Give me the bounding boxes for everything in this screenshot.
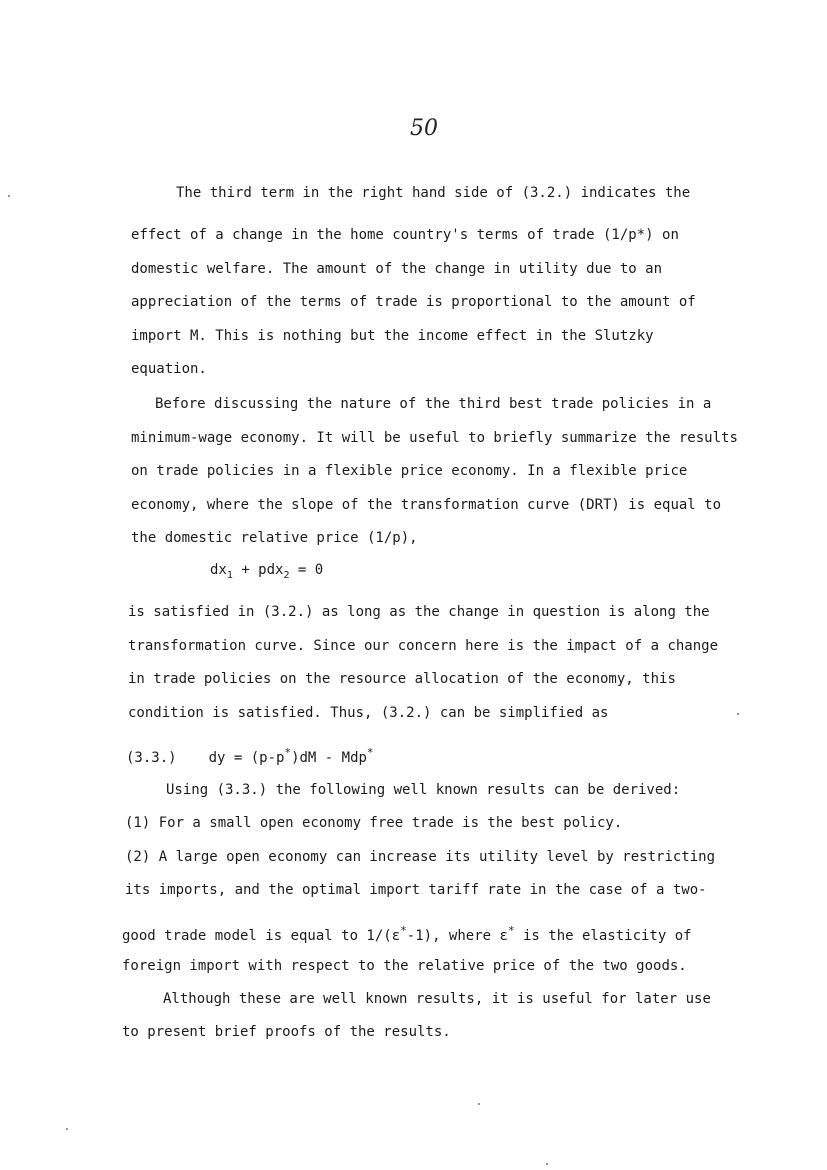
text-line: economy, where the slope of the transformation curve (DRT) is equal to xyxy=(131,497,722,513)
text-line: condition is satisfied. Thus, (3.2.) can be simplified as xyxy=(128,705,609,721)
text-line: its imports, and the optimal import tariff rate in the case of a two- xyxy=(125,882,707,898)
text-line: (1) For a small open economy free trade is the best policy. xyxy=(125,815,623,831)
text-line: equation. xyxy=(131,361,207,377)
scan-speck xyxy=(478,1103,480,1105)
text-line: to present brief proofs of the results. xyxy=(122,1024,451,1040)
text-line: Before discussing the nature of the third best trade policies in a xyxy=(155,396,712,412)
text-line: on trade policies in a flexible price economy. In a flexible price xyxy=(131,463,688,479)
text-line: Using (3.3.) the following well known results can be derived: xyxy=(166,782,681,798)
text-line: is satisfied in (3.2.) as long as the change in question is along the xyxy=(128,604,710,620)
text-line: (2) A large open economy can increase its utility level by restricting xyxy=(125,849,716,865)
text-line: Although these are well known results, it is useful for later use xyxy=(163,991,711,1007)
text-line: domestic welfare. The amount of the change in utility due to an xyxy=(131,261,663,277)
text-line: transformation curve. Since our concern here is the impact of a change xyxy=(128,638,719,654)
scan-speck xyxy=(546,1163,548,1165)
scan-speck xyxy=(737,713,739,715)
text-line: effect of a change in the home country's terms of trade (1/p*) on xyxy=(131,227,679,243)
scan-speck xyxy=(8,195,10,197)
scan-speck xyxy=(66,1128,68,1130)
page-number: 50 xyxy=(410,116,438,141)
equation-dx: $dx_1 + pdx_2 = 0$ xyxy=(210,562,324,581)
text-line: The third term in the right hand side of (3.2.) indicates the xyxy=(176,185,691,201)
text-line: in trade policies on the resource allocation of the economy, this xyxy=(128,671,676,687)
text-line: foreign import with respect to the relative price of the two goods. xyxy=(122,958,687,974)
equation-3-3: (3.3.) dy = (p-p*)dM - Mdp* xyxy=(126,746,374,766)
text-line-elasticity: good trade model is equal to 1/(ε*-1), where ε* is the elasticity of xyxy=(122,924,692,944)
text-line: minimum-wage economy. It will be useful to briefly summarize the results xyxy=(131,430,738,446)
text-line: the domestic relative price (1/p), xyxy=(131,530,418,546)
text-line: appreciation of the terms of trade is proportional to the amount of xyxy=(131,294,696,310)
text-line: import M. This is nothing but the income effect in the Slutzky xyxy=(131,328,654,344)
